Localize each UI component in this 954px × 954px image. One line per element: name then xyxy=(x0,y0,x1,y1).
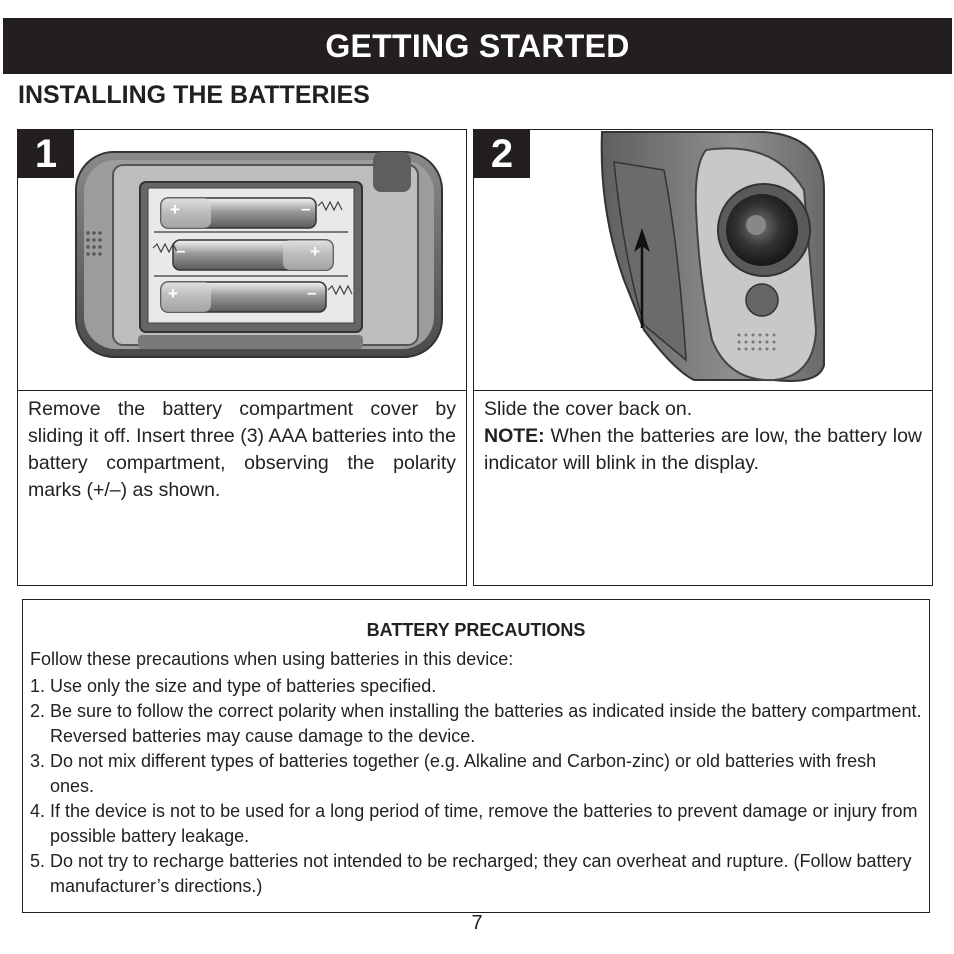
list-item-text: Do not mix different types of batteries together (e.g. Alkaline and Carbon-zinc) or old batteries with fresh ones. xyxy=(50,751,877,796)
list-item-text: Do not try to recharge batteries not intended to be recharged; they can overheat and rupture. (Follow battery manufacturer’s directions.) xyxy=(50,851,912,896)
battery-1-plus-mark: + xyxy=(170,200,180,219)
list-item xyxy=(30,699,923,749)
page-header-title: GETTING STARTED xyxy=(325,27,630,64)
list-item xyxy=(30,849,923,899)
header-bar xyxy=(3,18,952,74)
battery-1-minus-mark: – xyxy=(301,199,311,218)
step-2-panel xyxy=(473,129,933,586)
step-2-instruction: Slide the cover back on. xyxy=(484,398,693,420)
list-item-number: 3. xyxy=(30,751,46,771)
battery-compartment-icon xyxy=(18,130,466,390)
battery-2-plus-mark: + xyxy=(310,242,320,261)
battery-precautions-box xyxy=(22,599,930,913)
list-item-text: If the device is not to be used for a long period of time, remove the batteries to prevent damage or injury from possible battery leakage. xyxy=(50,801,918,846)
step-2-illustration xyxy=(474,130,932,391)
camcorder-icon xyxy=(474,130,932,390)
battery-3-minus-mark: – xyxy=(307,283,317,302)
list-item-number: 1. xyxy=(30,676,46,696)
list-item-text: Use only the size and type of batteries specified. xyxy=(50,676,437,696)
step-1-number: 1 xyxy=(18,130,74,178)
precautions-intro: Follow these precautions when using batteries in this device: xyxy=(30,649,514,669)
note-text: When the batteries are low, the battery low indicator will blink in the display. xyxy=(484,425,922,474)
precautions-list xyxy=(30,674,923,899)
list-item xyxy=(30,799,923,849)
section-title: INSTALLING THE BATTERIES xyxy=(18,81,370,109)
list-item-text: Be sure to follow the correct polarity when installing the batteries as indicated inside the battery compartment. Reversed batteries may cause damage to the device. xyxy=(50,701,922,746)
precautions-title: BATTERY PRECAUTIONS xyxy=(366,620,586,640)
step-1-text: Remove the battery compartment cover by sliding it off. Insert three (3) AAA batteries into the battery compartment, observing the polarity marks (+/–) as shown. xyxy=(28,398,456,501)
step-1-panel xyxy=(17,129,467,586)
step-2-number: 2 xyxy=(474,130,530,178)
step-2-note xyxy=(484,423,922,477)
note-label: NOTE: xyxy=(484,425,545,447)
list-item xyxy=(30,674,923,699)
battery-3-plus-mark: + xyxy=(168,284,178,303)
list-item-number: 4. xyxy=(30,801,46,821)
step-1-illustration xyxy=(18,130,466,391)
list-item-number: 2. xyxy=(30,701,46,721)
list-item-number: 5. xyxy=(30,851,46,871)
list-item xyxy=(30,749,923,799)
battery-2-minus-mark: – xyxy=(176,241,186,260)
page-number: 7 xyxy=(471,912,483,934)
step-2-text xyxy=(484,396,922,477)
